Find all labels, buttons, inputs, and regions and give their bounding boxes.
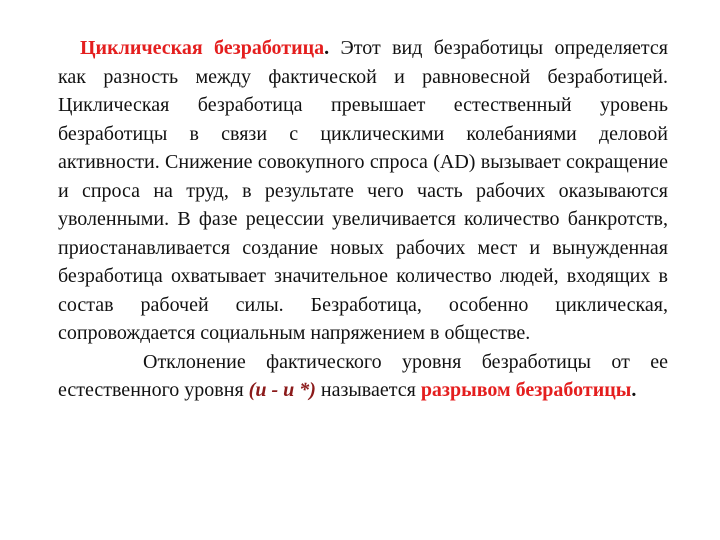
term-period: . — [324, 37, 330, 59]
term-unemployment-gap: разрывом безработицы — [420, 379, 632, 401]
paragraph-2-text-middle: называется — [315, 379, 421, 401]
term-gap-period: . — [631, 379, 637, 401]
paragraph-cyclical-unemployment — [58, 34, 668, 348]
paragraph-1-text: Этот вид безработицы определяется как разность между фактической и равновесной безработицей. Циклическая безработица превышает естественный уровень безработицы в связи с циклическими колебаниями деловой активности. Снижение совокупного спроса (AD) вызывает сокращение и спроса на труд, в результате чего часть рабочих оказываются уволенными. В фазе рецессии увеличивается количество банкротств, приостанавливается создание новых рабочих мест и вынужденная безработица охватывает значительное количество людей, входящих в состав рабочей силы. Безработица, особенно циклическая, сопровождается социальным напряжением в обществе. — [58, 37, 668, 344]
formula-u-minus-u-star: (u - u *) — [248, 379, 316, 401]
paragraph-2-text-before: Отклонение фактического уровня безработицы от ее естественного уровня — [58, 350, 668, 401]
term-cyclical-unemployment: Циклическая безработица — [80, 37, 325, 59]
slide-content — [58, 34, 668, 405]
paragraph-unemployment-gap — [58, 348, 668, 405]
